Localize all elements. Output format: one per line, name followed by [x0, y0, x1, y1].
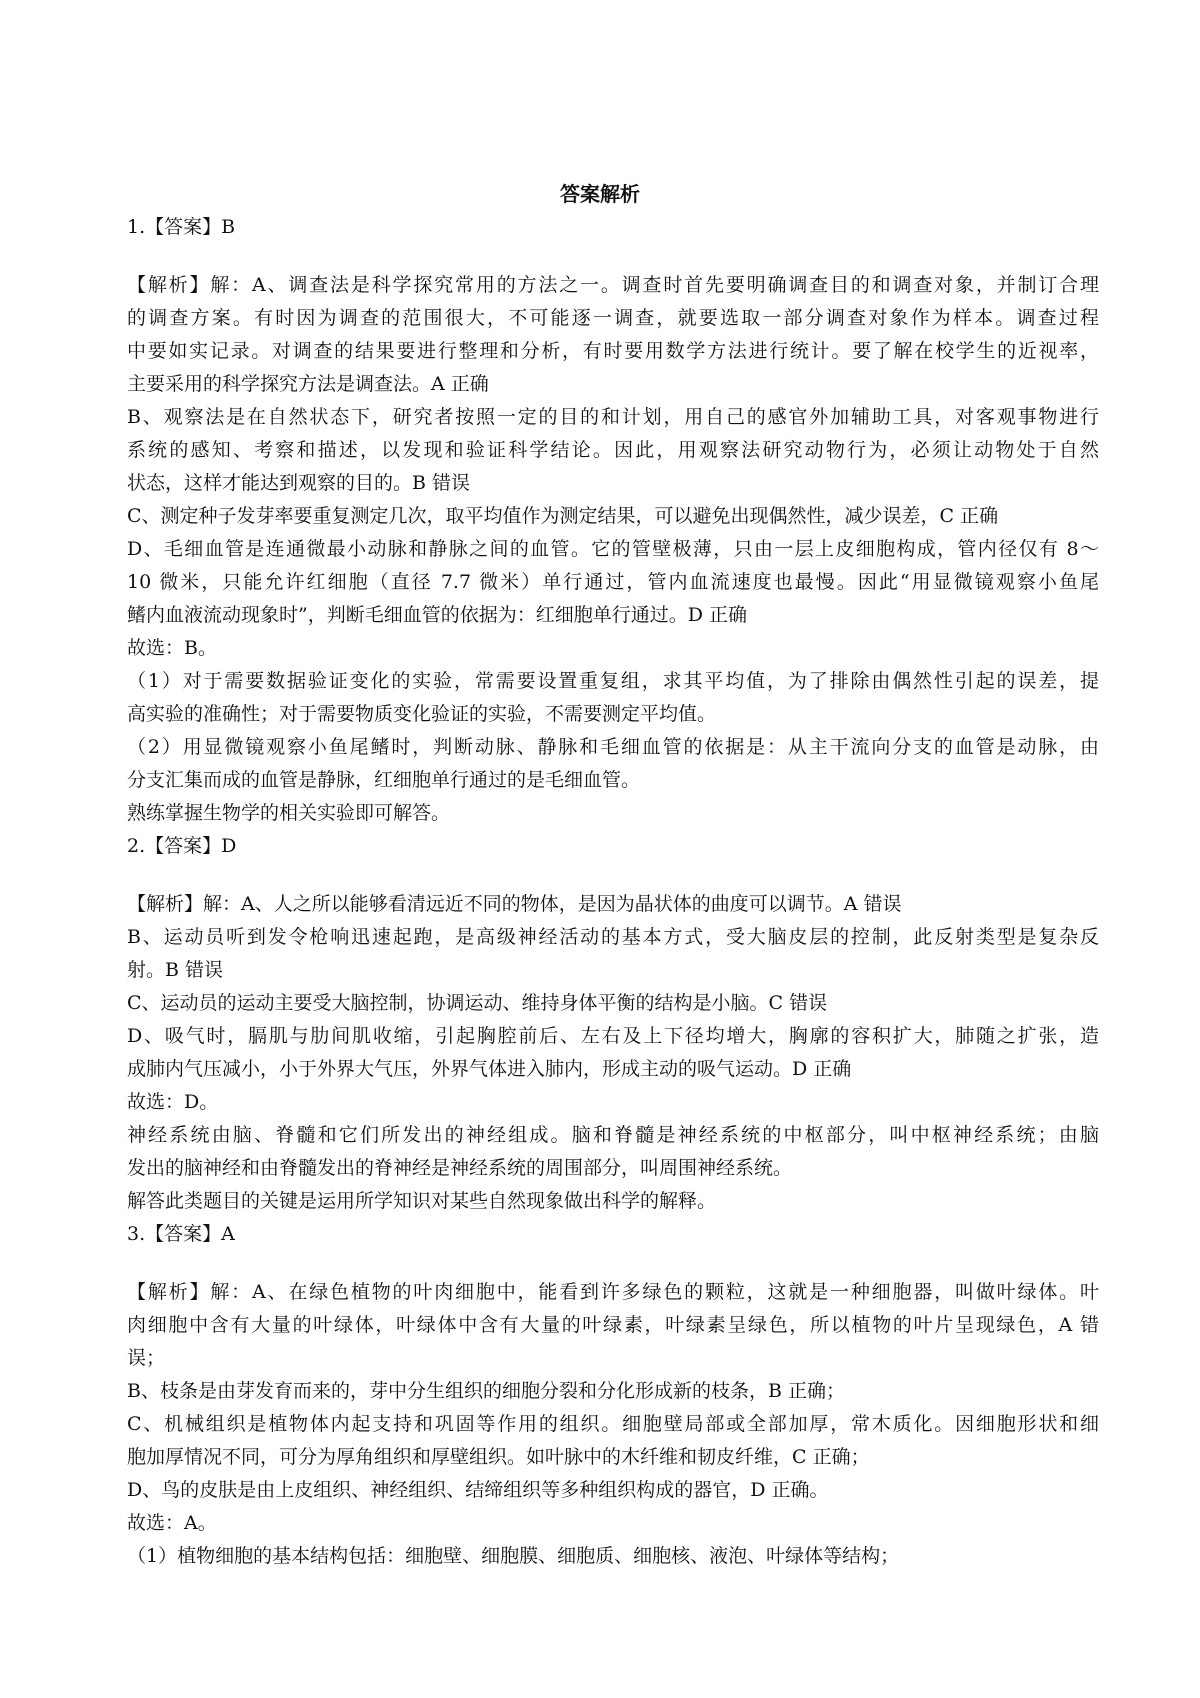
analysis-block — [127, 269, 1099, 830]
analysis-line: 故选：A。 — [127, 1512, 217, 1534]
answer-spacer — [127, 1251, 1099, 1276]
analysis-line: 中要如实记录。对调查的结果要进行整理和分析，有时要用数学方法进行统计。要了解在校学生的近视率， — [127, 340, 1099, 362]
analysis-line: 误； — [127, 1347, 166, 1369]
analysis-line: （2）用显微镜观察小鱼尾鳍时，判断动脉、静脉和毛细血管的依据是：从主干流向分支的血管是动脉，由 — [127, 736, 1099, 758]
answer-spacer — [127, 244, 1099, 269]
analysis-line: 肉细胞中含有大量的叶绿体，叶绿体中含有大量的叶绿素，叶绿素呈绿色，所以植物的叶片呈现绿色，A 错 — [127, 1314, 1099, 1336]
analysis-line: 【解析】解：A、在绿色植物的叶肉细胞中，能看到许多绿色的颗粒，这就是一种细胞器，叫做叶绿体。叶 — [127, 1281, 1099, 1303]
analysis-line: 的调查方案。有时因为调查的范围很大，不可能逐一调查，就要选取一部分调查对象作为样本。调查过程 — [127, 307, 1099, 329]
analysis-line: 熟练掌握生物学的相关实验即可解答。 — [127, 802, 451, 824]
analysis-block — [127, 1276, 1099, 1573]
analysis-line: 发出的脑神经和由脊髓发出的脊神经是神经系统的周围部分，叫周围神经系统。 — [127, 1157, 793, 1179]
analysis-line: （1）对于需要数据验证变化的实验，常需要设置重复组，求其平均值，为了排除由偶然性引起的误差，提 — [127, 670, 1099, 692]
analysis-line: B、运动员听到发令枪响迅速起跑，是高级神经活动的基本方式，受大脑皮层的控制，此反射类型是复杂反 — [127, 926, 1099, 948]
analysis-line: 胞加厚情况不同，可分为厚角组织和厚壁组织。如叶脉中的木纤维和韧皮纤维，C 正确； — [127, 1446, 870, 1468]
analysis-line: 高实验的准确性；对于需要物质变化验证的实验，不需要测定平均值。 — [127, 703, 717, 725]
analysis-line: D、毛细血管是连通微最小动脉和静脉之间的血管。它的管壁极薄，只由一层上皮细胞构成，管内径仅有 8～ — [127, 538, 1099, 560]
analysis-line: 故选：B。 — [127, 637, 217, 659]
analysis-line: 故选：D。 — [127, 1091, 219, 1113]
analysis-line: 射。B 错误 — [127, 959, 224, 981]
analysis-line: 【解析】解：A、调查法是科学探究常用的方法之一。调查时首先要明确调查目的和调查对象，并制订合理 — [127, 274, 1099, 296]
analysis-line: （1）植物细胞的基本结构包括：细胞壁、细胞膜、细胞质、细胞核、液泡、叶绿体等结构； — [127, 1545, 900, 1567]
analysis-line: 状态，这样才能达到观察的目的。B 错误 — [127, 472, 471, 494]
answer-section — [127, 211, 1099, 830]
analysis-line: 主要采用的科学探究方法是调查法。A 正确 — [127, 373, 489, 395]
analysis-line: D、吸气时，膈肌与肋间肌收缩，引起胸腔前后、左右及上下径均增大，胸廓的容积扩大，肺随之扩张，造 — [127, 1025, 1099, 1047]
answer-spacer — [127, 863, 1099, 888]
answer-list — [127, 211, 1099, 1573]
analysis-line: B、观察法是在自然状态下，研究者按照一定的目的和计划，用自己的感官外加辅助工具，对客观事物进行 — [127, 406, 1099, 428]
document-title: 答案解析 — [560, 182, 640, 206]
analysis-line: 分支汇集而成的血管是静脉，红细胞单行通过的是毛细血管。 — [127, 769, 641, 791]
analysis-line: 10 微米，只能允许红细胞（直径 7.7 微米）单行通过，管内血流速度也最慢。因此“用显微镜观察小鱼尾 — [127, 571, 1099, 593]
answer-section — [127, 1218, 1099, 1573]
analysis-block — [127, 888, 1099, 1218]
analysis-line: C、机械组织是植物体内起支持和巩固等作用的组织。细胞壁局部或全部加厚，常木质化。因细胞形状和细 — [127, 1413, 1099, 1435]
answer-header: 1.【答案】B — [127, 216, 236, 238]
analysis-line: 成肺内气压减小，小于外界大气压，外界气体进入肺内，形成主动的吸气运动。D 正确 — [127, 1058, 852, 1080]
analysis-line: 鳍内血液流动现象时”，判断毛细血管的依据为：红细胞单行通过。D 正确 — [127, 604, 747, 626]
analysis-line: 【解析】解：A、人之所以能够看清远近不同的物体，是因为晶状体的曲度可以调节。A 错误 — [127, 893, 902, 915]
analysis-line: 解答此类题目的关键是运用所学知识对某些自然现象做出科学的解释。 — [127, 1190, 717, 1212]
analysis-line: 神经系统由脑、脊髓和它们所发出的神经组成。脑和脊髓是神经系统的中枢部分，叫中枢神经系统；由脑 — [127, 1124, 1099, 1146]
analysis-line: 系统的感知、考察和描述，以发现和验证科学结论。因此，用观察法研究动物行为，必须让动物处于自然 — [127, 439, 1099, 461]
analysis-line: C、运动员的运动主要受大脑控制，协调运动、维持身体平衡的结构是小脑。C 错误 — [127, 992, 828, 1014]
answer-header: 2.【答案】D — [127, 835, 237, 857]
analysis-line: C、测定种子发芽率要重复测定几次，取平均值作为测定结果，可以避免出现偶然性，减少误差，C 正确 — [127, 505, 999, 527]
analysis-line: D、鸟的皮肤是由上皮组织、神经组织、结缔组织等多种组织构成的器官，D 正确。 — [127, 1479, 829, 1501]
answer-header: 3.【答案】A — [127, 1223, 235, 1245]
answer-section — [127, 830, 1099, 1218]
analysis-line: B、枝条是由芽发育而来的，芽中分生组织的细胞分裂和分化形成新的枝条，B 正确； — [127, 1380, 845, 1402]
